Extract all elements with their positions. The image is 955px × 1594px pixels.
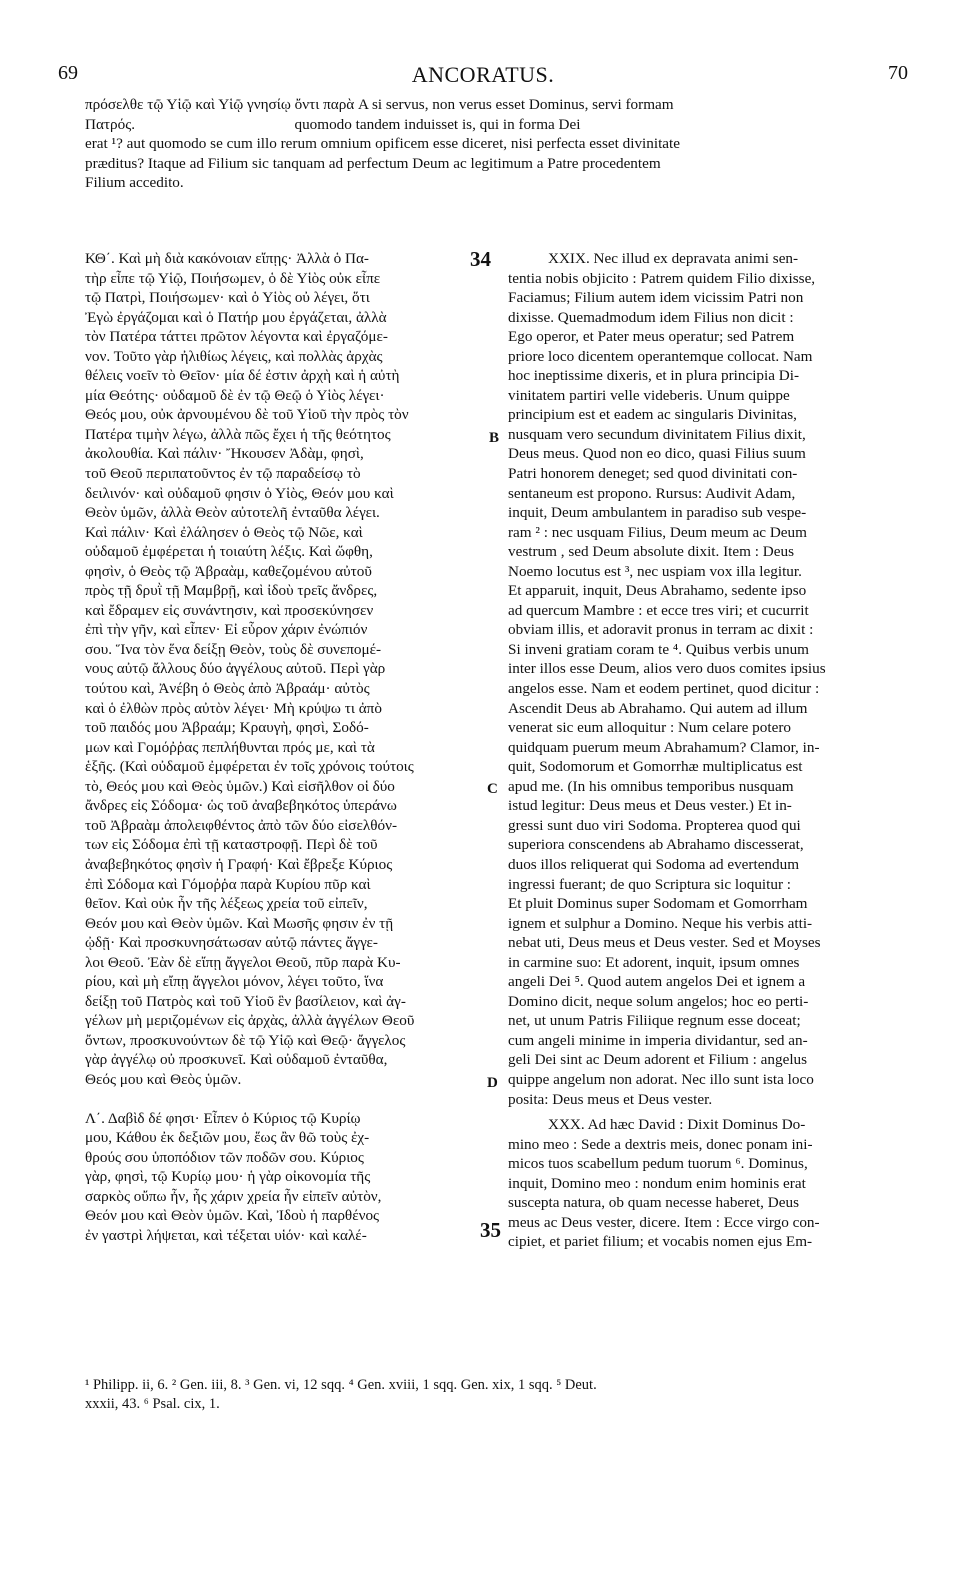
section-gap bbox=[85, 1090, 490, 1109]
text-line: Θεὸν ὑμῶν, ἀλλὰ Θεὸν αὐτοτελῆ ἐνταῦθα λέγει. bbox=[85, 504, 380, 522]
text-line: vestrum , sed Deum absolute dixit. Item : Deus bbox=[508, 543, 794, 561]
text-line: Πατρός. quomodo tandem induisset is, qui in forma Dei bbox=[85, 115, 581, 133]
text-line: erat ¹? aut quomodo se cum illo rerum omnium opificem esse diceret, nisi perfecta esset divinitate bbox=[85, 135, 680, 153]
text-line: gressi sunt duo viri Sodoma. Propterea quod qui bbox=[508, 816, 801, 834]
text-line: Ego operor, et Pater meus operatur; sed Patrem bbox=[508, 328, 795, 346]
latin-column bbox=[508, 249, 908, 1252]
text-line: Ascendit Deus ab Abrahamo. Qui autem ad illum bbox=[508, 699, 808, 717]
page-number-left: 69 bbox=[58, 62, 78, 84]
text-line: οὐδαμοῦ ἐμφέρεται ἡ τοιαύτη λέξις. Καὶ ὤφθη, bbox=[85, 543, 373, 561]
text-line: Λ΄. Δαβὶδ δέ φησι· Εἶπεν ὁ Κύριος τῷ Κυρίῳ bbox=[85, 1109, 361, 1127]
text-line: ἀκολουθία. Καὶ πάλιν· Ἤκουσεν Ἀδὰμ, φησὶ, bbox=[85, 445, 364, 463]
text-line: τοῦ παιδός μου Ἀβραάμ; Κραυγὴ, φησὶ, Σοδό- bbox=[85, 719, 369, 737]
text-line: ἐν γαστρὶ λήψεται, καὶ τέξεται υἱόν· καὶ καλέ- bbox=[85, 1226, 367, 1244]
text-line: ἐπὶ Σόδομα καὶ Γόμοῤῥα παρὰ Κυρίου πῦρ καὶ bbox=[85, 875, 371, 893]
text-line: ignem et sulphur a Domino. Neque his verbis atti- bbox=[508, 914, 813, 932]
text-line: Θεόν μου καὶ Θεὸν ὑμῶν. Καὶ, Ἰδοὺ ἡ παρθένος bbox=[85, 1207, 380, 1225]
text-line: istud legitur: Deus meus et Deus vester.) Et in- bbox=[508, 797, 792, 815]
text-line: Faciamus; Filium autem idem vicissim Patri non bbox=[508, 289, 804, 307]
text-line: ρίου, καὶ μὴ εἴπῃ ἄγγελοι μόνον, λέγει τοῦτο, ἵνα bbox=[85, 973, 384, 991]
footnotes bbox=[85, 1376, 905, 1414]
text-line: σαρκὸς οὔπω ἦν, ἧς χάριν χρεία ἦν εἰπεῖν αὐτὸν, bbox=[85, 1187, 382, 1205]
text-line: λοι Θεοῦ. Ἐὰν δὲ εἴπῃ ἄγγελοι Θεοῦ, πῦρ παρὰ Κυ- bbox=[85, 953, 401, 971]
text-line: τῷ Πατρὶ, Ποιήσωμεν· καὶ ὁ Υἱὸς οὐ λέγει, ὅτι bbox=[85, 289, 370, 307]
text-line: φησὶν, ὁ Θεὸς τῷ Ἀβραὰμ, καθεζομένου αὐτοῦ bbox=[85, 562, 372, 580]
text-line: Et pluit Dominus super Sodomam et Gomorrham bbox=[508, 895, 808, 913]
text-line: inquit, Domino meo : nondum enim hominis erat bbox=[508, 1174, 806, 1192]
text-line: superiora conscendens ab Abrahamo discesserat, bbox=[508, 836, 804, 854]
text-line: τὴρ εἶπε τῷ Υἱῷ, Ποιήσωμεν, ὁ δὲ Υἱὸς οὐκ εἶπε bbox=[85, 269, 381, 287]
text-line: τὸ, Θεός μου καὶ Θεὸς ὑμῶν.) Καὶ εἰσῆλθον οἱ δύο bbox=[85, 777, 395, 795]
text-line: vinitatem partiri velle videberis. Unum quippe bbox=[508, 386, 790, 404]
text-line: ᾠδῇ· Καὶ προσκυνησάτωσαν αὐτῷ πάντες ἄγγε- bbox=[85, 934, 378, 952]
text-line: XXIX. Nec illud ex depravata animi sen- bbox=[548, 250, 799, 267]
text-line: tentia nobis objicito : Patrem quidem Filio dixisse, bbox=[508, 269, 816, 287]
text-line: nusquam vero secundum divinitatem Filius dixit, bbox=[508, 425, 806, 443]
text-line: Καὶ πάλιν· Καὶ ἐλάλησεν ὁ Θεὸς τῷ Νῶε, καὶ bbox=[85, 523, 363, 541]
text-line: venerat sic eum alloquitur : Num celare potero bbox=[508, 719, 791, 737]
text-line: γὰρ, φησὶ, τῷ Κυρίῳ μου· ἡ γὰρ οἰκονομία τῆς bbox=[85, 1168, 371, 1186]
text-line: duos illos reliquerat qui Sodoma ad evertendum bbox=[508, 855, 800, 873]
text-line: θρούς σου ὑποπόδιον τῶν ποδῶν σου. Κύριος bbox=[85, 1148, 364, 1166]
text-line: Filium accedito. bbox=[85, 174, 184, 192]
text-line: quidquam puerum meum Abrahamum? Clamor, in- bbox=[508, 738, 820, 756]
section-number-34: 34 bbox=[470, 247, 491, 271]
running-header bbox=[58, 62, 908, 92]
text-line: πρὸς τῇ δρυῒ τῇ Μαμβρῇ, καὶ ἰδοὺ τρεῖς ἄνδρες, bbox=[85, 582, 378, 600]
text-line: posita: Deus meus et Deus vester. bbox=[508, 1090, 713, 1108]
text-line: cipiet, et pariet filium; et vocabis nomen ejus Em- bbox=[508, 1233, 813, 1251]
text-line: δειλινόν· καὶ οὐδαμοῦ φησιν ὁ Υἱὸς, Θεόν μου καὶ bbox=[85, 484, 394, 502]
text-line: τοῦ Θεοῦ περιπατοῦντος ἐν τῷ παραδείσῳ τὸ bbox=[85, 465, 361, 483]
section-number-35: 35 bbox=[480, 1218, 501, 1242]
text-line: καὶ ἔδραμεν εἰς συνάντησιν, καὶ προσεκύνησεν bbox=[85, 601, 374, 619]
text-line: nebat uti, Deus meus et Deus vester. Sed et Moyses bbox=[508, 934, 821, 952]
intro-paragraph bbox=[85, 95, 905, 193]
text-line: ἀναβεβηκότος φησὶν ἡ Γραφή· Καὶ ἔβρεξε Κύριος bbox=[85, 855, 393, 873]
text-line: apud me. (In his omnibus temporibus nusquam bbox=[508, 777, 794, 795]
text-line: angelos esse. Nam et eodem pertinet, quod dicitur : bbox=[508, 680, 820, 698]
text-line: suscepta natura, ob quam necesse haberet, Deus bbox=[508, 1194, 799, 1212]
text-line: meus ac Deus vester, dicere. Item : Ecce virgo con- bbox=[508, 1213, 820, 1231]
text-line: νους αὐτῷ ἄλλους δύο ἀγγέλους αὐτοῦ. Περὶ γὰρ bbox=[85, 660, 386, 678]
text-line: Patri honorem deneget; sed quod divinitati con- bbox=[508, 465, 798, 483]
text-line: καὶ ὁ ἐλθὼν πρὸς αὐτὸν λέγει· Μὴ κρύψω τι ἀπὸ bbox=[85, 699, 382, 717]
running-title: ANCORATUS. bbox=[411, 62, 555, 87]
text-line: πρόσελθε τῷ Υἱῷ καὶ Υἱῷ γνησίῳ ὄντι παρὰ A si servus, non verus esset Dominus, servi formam bbox=[85, 96, 674, 113]
text-line: τὸν Πατέρα τάττει πρῶτον λέγοντα καὶ ἐργαζόμε- bbox=[85, 328, 388, 346]
margin-letter-d: D bbox=[487, 1075, 498, 1091]
greek-section-30 bbox=[85, 1109, 490, 1246]
text-line: geli Dei sint ac Deum adorent et Filium : angelus bbox=[508, 1051, 808, 1069]
text-line: obviam illis, et adoravit pronus in terram ac dixit : bbox=[508, 621, 814, 639]
text-line: inter illos esse Deum, alios vero duos comites ipsius bbox=[508, 660, 826, 678]
text-line: ὄντων, προσκυνούντων δὲ τῷ Υἱῷ καὶ Θεῷ· ἄγγελος bbox=[85, 1031, 406, 1049]
text-line: ἑξῆς. (Καὶ οὐδαμοῦ ἐμφέρεται ἐν τοῖς χρόνοις τούτοις bbox=[85, 758, 414, 776]
text-line: Si inveni gratiam coram te ⁴. Quibus verbis unum bbox=[508, 640, 809, 658]
latin-section-30 bbox=[508, 1115, 908, 1252]
text-line: Ἐγὼ ἐργάζομαι καὶ ὁ Πατήρ μου ἐργάζεται, ἀλλὰ bbox=[85, 308, 387, 326]
text-line: τοῦ Ἀβραὰμ ἀπολειφθέντος ἀπὸ τῶν δύο εἰσελθόν- bbox=[85, 816, 398, 834]
text-line: præditus? Itaque ad Filium sic tanquam ad perfectum Deum ac legitimum a Patre procedentem bbox=[85, 154, 661, 172]
text-line: Θεός μου, οὐκ ἀρνουμένου δὲ τοῦ Υἱοῦ τὴν πρὸς τὸν bbox=[85, 406, 409, 424]
text-line: priore loco dicentem operantemque collocat. Nam bbox=[508, 347, 813, 365]
text-line: ΚΘ΄. Καὶ μὴ διὰ κακόνοιαν εἴπῃς· Ἀλλὰ ὁ Πα- bbox=[85, 250, 369, 267]
text-line: νον. Τοῦτο γὰρ ἠλιθίως λέγεις, καὶ πολλὰς ἀρχὰς bbox=[85, 347, 383, 365]
latin-section-29 bbox=[508, 249, 908, 1109]
text-line: μου, Κάθου ἐκ δεξιῶν μου, ἕως ἂν θῶ τοὺς ἐχ- bbox=[85, 1129, 370, 1147]
text-line: ad quercum Mambre : et ecce tres viri; et cucurrit bbox=[508, 601, 809, 619]
footnote-line: ¹ Philipp. ii, 6. ² Gen. iii, 8. ³ Gen. vi, 12 sqq. ⁴ Gen. xviii, 1 sqq. Gen. xix, 1 sqq. ⁵ Deut. bbox=[85, 1377, 597, 1393]
text-line: Noemo locutus est ³, nec uspiam vox illa legitur. bbox=[508, 562, 802, 580]
text-line: ingressi fuerant; de quo Scriptura sic loquitur : bbox=[508, 875, 792, 893]
text-line: mino meo : Sede a dextris meis, donec ponam ini- bbox=[508, 1135, 813, 1153]
footnote-line: xxxii, 43. ⁶ Psal. cix, 1. bbox=[85, 1396, 220, 1412]
text-line: θέλεις νοεῖν τὸ Θεῖον· μία δέ ἐστιν ἀρχὴ καὶ ἡ αὐτὴ bbox=[85, 367, 400, 385]
text-line: των εἰς Σόδομα ἐπὶ τῇ καταστροφῇ. Περὶ δὲ τοῦ bbox=[85, 836, 378, 854]
text-line: σου. Ἵνα τὸν ἕνα δείξῃ Θεὸν, τοὺς δὲ συνεπομέ- bbox=[85, 640, 382, 658]
text-line: sentaneum est propono. Rursus: Audivit Adam, bbox=[508, 484, 796, 502]
text-line: γὰρ ἀγγέλῳ οὐ προσκυνεῖ. Καὶ οὐδαμοῦ ἐνταῦθα, bbox=[85, 1051, 388, 1069]
text-line: Domino dicit, neque solum angelos; hoc eo perti- bbox=[508, 992, 809, 1010]
text-line: Deus meus. Quod non eo dico, quasi Filius suum bbox=[508, 445, 806, 463]
greek-column bbox=[85, 249, 490, 1245]
margin-letter-b: B bbox=[489, 430, 500, 446]
text-line: micos tuos scabellum pedum tuorum ⁶. Dominus, bbox=[508, 1155, 808, 1173]
margin-letter-c: C bbox=[487, 781, 498, 797]
text-line: quit, Sodomorum et Gomorrhæ multiplicatus est bbox=[508, 758, 803, 776]
text-line: μων καὶ Γομόῤῥας πεπλήθυνται πρός με, καὶ τὰ bbox=[85, 738, 375, 756]
text-line: net, ut unum Patris Filiique regnum esse doceat; bbox=[508, 1012, 801, 1030]
text-line: hoc ineptissime dixeris, et in plura principia Di- bbox=[508, 367, 800, 385]
text-line: inquit, Deum ambulantem in paradiso sub vespe- bbox=[508, 504, 807, 522]
text-line: μία Θεότης· οὐδαμοῦ δὲ ἐν τῷ Θεῷ ὁ Υἱὸς λέγει· bbox=[85, 386, 385, 404]
text-line: τούτου καὶ, Ἀνέβη ὁ Θεὸς ἀπὸ Ἀβραάμ· αὐτὸς bbox=[85, 680, 370, 698]
text-line: XXX. Ad hæc David : Dixit Dominus Do- bbox=[548, 1116, 806, 1134]
text-line: Et apparuit, inquit, Deus Abrahamo, sedente ipso bbox=[508, 582, 807, 600]
text-line: θεῖον. Καὶ οὐκ ἦν τῆς λέξεως χρεία τοῦ εἰπεῖν, bbox=[85, 895, 368, 913]
text-line: Θεός μου καὶ Θεὸς ὑμῶν. bbox=[85, 1070, 242, 1088]
text-line: γέλων μὴ μεριζομένων εἰς ἀρχὰς, ἀλλὰ ἀγγέλων Θεοῦ bbox=[85, 1012, 415, 1030]
text-line: ἐπὶ τὴν γῆν, καὶ εἶπεν· Εἰ εὗρον χάριν ἐνώπιόν bbox=[85, 621, 368, 639]
text-line: δείξῃ τοῦ Πατρὸς καὶ τοῦ Υἱοῦ ἓν βασίλειον, καὶ ἀγ- bbox=[85, 992, 406, 1010]
text-line: dixisse. Quemadmodum idem Filius non dicit : bbox=[508, 308, 794, 326]
text-line: quippe angelum non adorat. Nec illo sunt ista loco bbox=[508, 1070, 814, 1088]
text-line: in carmine suo: Et adorent, inquit, ipsum omnes bbox=[508, 953, 800, 971]
text-line: angeli Dei ⁵. Quod autem angelos Dei et ignem a bbox=[508, 973, 806, 991]
greek-section-29 bbox=[85, 249, 490, 1090]
text-line: principium est et eadem ac singularis Divinitas, bbox=[508, 406, 797, 424]
text-line: cum angeli minime in imperia dividantur, sed an- bbox=[508, 1031, 808, 1049]
text-line: ram ² : nec usquam Filius, Deum meum ac Deum bbox=[508, 523, 807, 541]
page-number-right: 70 bbox=[888, 62, 908, 84]
text-line: Θεόν μου καὶ Θεὸν ὑμῶν. Καὶ Μωσῆς φησιν ἐν τῇ bbox=[85, 914, 394, 932]
text-line: ἄνδρες εἰς Σόδομα· ὡς τοῦ ἀναβεβηκότος ὑπεράνω bbox=[85, 797, 397, 815]
text-line: Πατέρα τιμὴν λέγω, ἀλλὰ πῶς ἔχει ἡ τῆς θεότητος bbox=[85, 425, 391, 443]
